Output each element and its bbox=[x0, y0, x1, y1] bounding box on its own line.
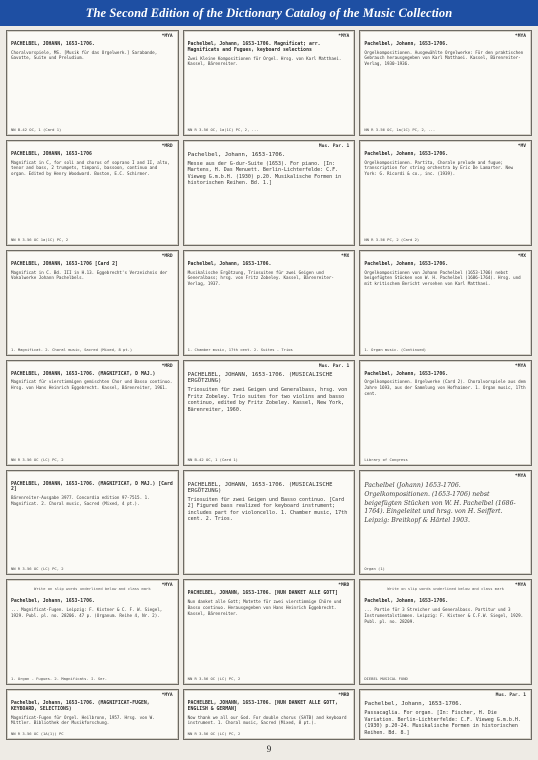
call-number: *MYA bbox=[514, 473, 526, 479]
catalog-card bbox=[6, 30, 179, 136]
call-number: *MYA bbox=[514, 34, 526, 39]
card-body: Magnificat-Fugen für Orgel. Heilbronn, 1957. Hrsg. von W. Mittler. Bibliothek der Musikforschung. bbox=[11, 714, 155, 726]
card-heading: PACHELBEL, JOHANN, 1653-1706. [NUN DANKET ALLE GOTT] bbox=[187, 591, 338, 597]
catalog-card bbox=[183, 30, 356, 136]
card-body: Messe aus der G-dur-Suite (1653). For piano. [In: Martens, H. Das Menuett. Berlin-Lichterfelde: C.F. Vieweg G.m.b.H. (1930) p.20. Musikalische Formen in historischen Reihen. Bd. 1.] bbox=[187, 160, 342, 187]
card-body: Magnificat in C, for soli and chorus of soprano I and II, alto, tenor and bass, 2 trumpets, timpani, bassoon, continuo and organ. Edited by Henry Woodward. Boston, E.C. Schirmer. bbox=[11, 159, 170, 176]
card-tracings: NN R 3.56 OC (LC) PC, 2 bbox=[11, 456, 64, 462]
card-heading: Pachelbel, Johann, 1653-1706. bbox=[364, 701, 462, 708]
catalog-card bbox=[183, 470, 356, 576]
card-heading: PACHELBEL, JOHANN, 1653-1706 [Card 2] bbox=[11, 261, 118, 267]
catalog-card bbox=[183, 250, 356, 356]
catalog-card bbox=[359, 579, 532, 685]
catalog-card bbox=[359, 360, 532, 466]
card-tracings: 1. Organ music. (Continued) bbox=[364, 346, 427, 352]
card-body: Zwei Kleine Kompositionen für Orgel. Hrsg. von Karl Matthaei. Kassel, Bärenreiter. bbox=[187, 55, 342, 67]
call-number: *MRD bbox=[338, 693, 350, 699]
catalog-card bbox=[183, 360, 356, 466]
catalog-card bbox=[6, 360, 179, 466]
card-heading: Pachelbel, Johann, 1653-1706. Magnificat; arr. Magnificats and Fugues, keyboard selections bbox=[187, 42, 321, 53]
card-heading: PACHELBEL, JOHANN, 1653-1706. [NUN DANKET ALLE GOTT, ENGLISH & GERMAN] bbox=[187, 701, 338, 713]
card-tracings: NN R 3.56 OC (LC) PC, 2 bbox=[187, 731, 241, 736]
call-number: *MYA bbox=[161, 583, 173, 589]
card-body: Orgelkompositionen von Johann Pachelbel (1653-1706) nebst beigefügten Stücken von W. H. Pachelbel (1686-1764). Hrsg. und mit kritischem Bericht versehen von Karl Matthaei. bbox=[364, 269, 521, 286]
card-heading: Pachelbel, Johann, 1653-1706. bbox=[364, 42, 449, 47]
call-number: *MYA bbox=[514, 583, 526, 589]
call-number: *MYA bbox=[161, 34, 173, 39]
card-tracings: 1. Magnificat. 2. Choral music, Sacred (Mixed, 8 pt.) bbox=[11, 346, 133, 352]
card-body: Triosuiten für zwei Geigen und Basso continuo. [Card 2] Figured bass realized for keyboard instrument; includes part for violoncello. 1. Chamber music, 17th cent. 2. Trios. bbox=[187, 496, 348, 523]
card-tracings: DIEBEL MUSICAL FUND bbox=[364, 676, 408, 682]
card-heading: PACHELBEL, JOHANN, 1653-1706. (MUSICALISCHE ERGÖTZUNG) bbox=[187, 481, 333, 495]
card-body: Nun danket alle Gott; Motette für zwei vierstimmige Chöre und Basso continuo. Herausgegeben von Hans Heinrich Eggebrecht. Kassel, Bärenreiter. bbox=[187, 599, 342, 616]
card-heading: Pachelbel, Johann, 1653-1706. bbox=[11, 599, 95, 605]
card-tracings: Library of Congress bbox=[364, 456, 408, 462]
card-body: Orgelkompositionen. Partita, Chorale prelude and fugue; transcription for string orchestra by Eric De Lamarter. New York: G. Ricordi & co., inc. (1939). bbox=[364, 159, 514, 176]
card-body: Passacaglia. For organ. [In: Fischer, H. Die Variation. Berlin-Lichterfelde: C.F. Vieweg G.m.b.H. (1930) p.20-24. Musikalische Formen in historischen Reihen. Bd. 8.] bbox=[364, 710, 521, 736]
card-tracings: NN R 3.56 OC, 1a(1C) PC, 2, ... bbox=[187, 126, 259, 132]
call-number: *MX bbox=[341, 253, 350, 259]
catalog-card bbox=[359, 30, 532, 136]
catalog-card bbox=[6, 250, 179, 356]
card-heading: PACHELBEL, JOHANN, 1653-1706. (MAGNIFICAT, D MAJ.) bbox=[11, 371, 156, 377]
call-number: *MRD bbox=[338, 583, 350, 589]
card-tracings: NN B-42 OC, 1 (Card 1) bbox=[11, 126, 62, 132]
card-body: Triosuiten für zwei Geigen und Generalbass, hrsg. von Fritz Zobeley. Trio suites for two violins and basso continuo, edited by Fritz Zobeley. Kassel, New York, Bärenreiter, 1960. bbox=[187, 387, 348, 413]
card-heading: PACHELBEL, JOHANN, 1653-1706. bbox=[11, 42, 95, 47]
card-heading: PACHELBEL, JOHANN, 1653-1706 bbox=[11, 151, 92, 157]
catalog-card bbox=[6, 579, 179, 685]
call-number: *MRD bbox=[161, 143, 173, 149]
handwritten-entry: Pachelbel (Johann) 1653-1706. Orgelkompositionen. (1653-1706) nebst beigefügten Stücken von W. H. Pachelbel (1686-1764). Eingeleitet und hrsg. von H. Seiffert. Leipzig: Breitkopf & Härtel 1903. bbox=[364, 481, 516, 525]
catalog-card bbox=[359, 140, 532, 246]
call-number: *MYA bbox=[161, 693, 173, 699]
card-heading: Pachelbel, Johann, 1653-1706. bbox=[364, 599, 449, 605]
catalog-card-grid bbox=[6, 30, 532, 740]
card-body: Now thank we all our God. For double chorus (SATB) and keyboard instrument. 1. Choral music, Sacred (Mixed, 8 pt.). bbox=[187, 714, 347, 726]
card-tracings: NN R 3.56 PC, 2 (Card 2) bbox=[364, 236, 420, 242]
call-number: Mus. Par. 1 bbox=[495, 693, 526, 699]
card-heading: Pachelbel, Johann, 1653-1706. (MAGNIFICAT-FUGEN, KEYBOARD, SELECTIONS) bbox=[11, 701, 150, 713]
card-heading: Pachelbel, Johann, 1653-1706. bbox=[364, 151, 449, 157]
card-tracings: NN R 3.56 OC (LC) PC, 2 bbox=[187, 676, 241, 682]
call-number: Mus. Par. 1 bbox=[318, 363, 350, 369]
card-body: Bärenreiter-Ausgabe 3977. Concordia edition 97-7515. 1. Magnificat. 2. Choral music, Sacred (Mixed, 4 pt.). bbox=[11, 495, 150, 506]
card-body: Orgelkompositionen. Ausgewählte Orgelwerke: Für den praktischen Gebrauch herausgegeben von Karl Matthaei. Kassel, Bärenreiter-Verlag, 1930-1936. bbox=[364, 49, 524, 67]
card-tracings: NN B-42 OC, 1 (Card 1) bbox=[187, 456, 238, 462]
card-heading: PACHELBEL, JOHANN, 1653-1706. (MAGNIFICAT, D MAJ.) [Card 2] bbox=[11, 481, 173, 493]
call-number: *MYA bbox=[338, 34, 350, 39]
card-body: Musikalische Ergötzung, Triosuiten für zwei Geigen und Generalbass; hrsg. von Fritz Zobeley. Kassel, Bärenreiter-Verlag, 1937. bbox=[187, 269, 334, 286]
card-tracings: NN R 3.56 OC, 1a(1C) PC, 2, ... bbox=[364, 126, 436, 132]
card-body: ... Partie für 3 Streicher und Generalbass. Partitur und 3 Instrumentalstimmen. Leipzig: F. Kistner & C.F.W. Siegel, 1929. Publ. pl. no. 28209. bbox=[364, 607, 524, 624]
card-tracings: NN R 3.56 OC 1a(1C) PC, 2 bbox=[11, 236, 69, 242]
call-number: *MYA bbox=[514, 363, 526, 369]
card-tracings: Organ (1) bbox=[364, 566, 385, 572]
card-heading: Pachelbel, Johann, 1653-1706. bbox=[187, 151, 286, 158]
catalog-card bbox=[359, 470, 532, 576]
catalog-card bbox=[6, 689, 179, 740]
card-heading: Pachelbel, Johann, 1653-1706. bbox=[364, 371, 449, 377]
card-tracings: NN R 3.56 OC (LC) PC, 2 bbox=[11, 566, 64, 572]
card-heading: Pachelbel, Johann, 1653-1706. bbox=[364, 261, 449, 267]
call-number: *MV bbox=[517, 143, 526, 149]
card-tracings: NN R 3.56 OC (1A(1)) PC bbox=[11, 731, 64, 736]
card-body: ... Magnificat-Fugen. Leipzig: F. Kistner & C. F. W. Siegel, 1929. Publ. pl. no. 28206. 47 p. (Organum. Reihe 4, Nr. 2). bbox=[11, 607, 163, 618]
card-note: Write on slip words underlined below and class mark bbox=[34, 586, 151, 592]
call-number: *MX bbox=[517, 253, 526, 259]
call-number: Mus. Par. 1 bbox=[318, 143, 350, 149]
card-body: Magnificat für vierstimmigen gemischten Chor und Basso continuo. Hrsg. von Hans Heinrich Eggebrecht. Kassel, Bärenreiter, 1961. bbox=[11, 379, 173, 391]
catalog-card bbox=[6, 140, 179, 246]
catalog-card bbox=[183, 689, 356, 740]
card-body: Magnificat in C. Bd. III in H.13. Eggebrecht's Verzeichnis der Vokalwerke Johann Pachelbels. bbox=[11, 269, 168, 281]
catalog-card bbox=[6, 470, 179, 576]
card-body: Choralvorspiele, MS. [Musik für das Orgelwerk.] Sarabande, Gavotte, Suite und Preludium. bbox=[11, 49, 158, 61]
card-body: Orgelkompositionen. Orgelwerke (Card 2). Choralvorspiele aus dem Jahre 1693, aus der Sammlung von Hofhaimer. 1. Organ music, 17th cent. bbox=[364, 379, 526, 396]
card-heading: PACHELBEL, JOHANN, 1653-1706. (MUSICALISCHE ERGÖTZUNG) bbox=[187, 371, 333, 385]
card-tracings: 1. Chamber music, 17th cent. 2. Suites - Trios bbox=[187, 346, 293, 352]
card-note: Write on slip words underlined below and class mark bbox=[387, 586, 504, 592]
catalog-card bbox=[359, 250, 532, 356]
header-title: The Second Edition of the Dictionary Catalog of the Music Collection bbox=[85, 6, 453, 20]
catalog-card bbox=[359, 689, 532, 740]
call-number: *MRD bbox=[161, 363, 173, 369]
card-heading: Pachelbel, Johann, 1653-1706. bbox=[187, 261, 272, 267]
page-number: 9 bbox=[266, 744, 272, 754]
page-header bbox=[0, 0, 538, 26]
call-number: *MRD bbox=[161, 253, 173, 259]
catalog-card bbox=[183, 579, 356, 685]
catalog-card bbox=[183, 140, 356, 246]
card-tracings: 1. Organ - Fugues. 2. Magnificats. I. Ser. bbox=[11, 676, 108, 682]
